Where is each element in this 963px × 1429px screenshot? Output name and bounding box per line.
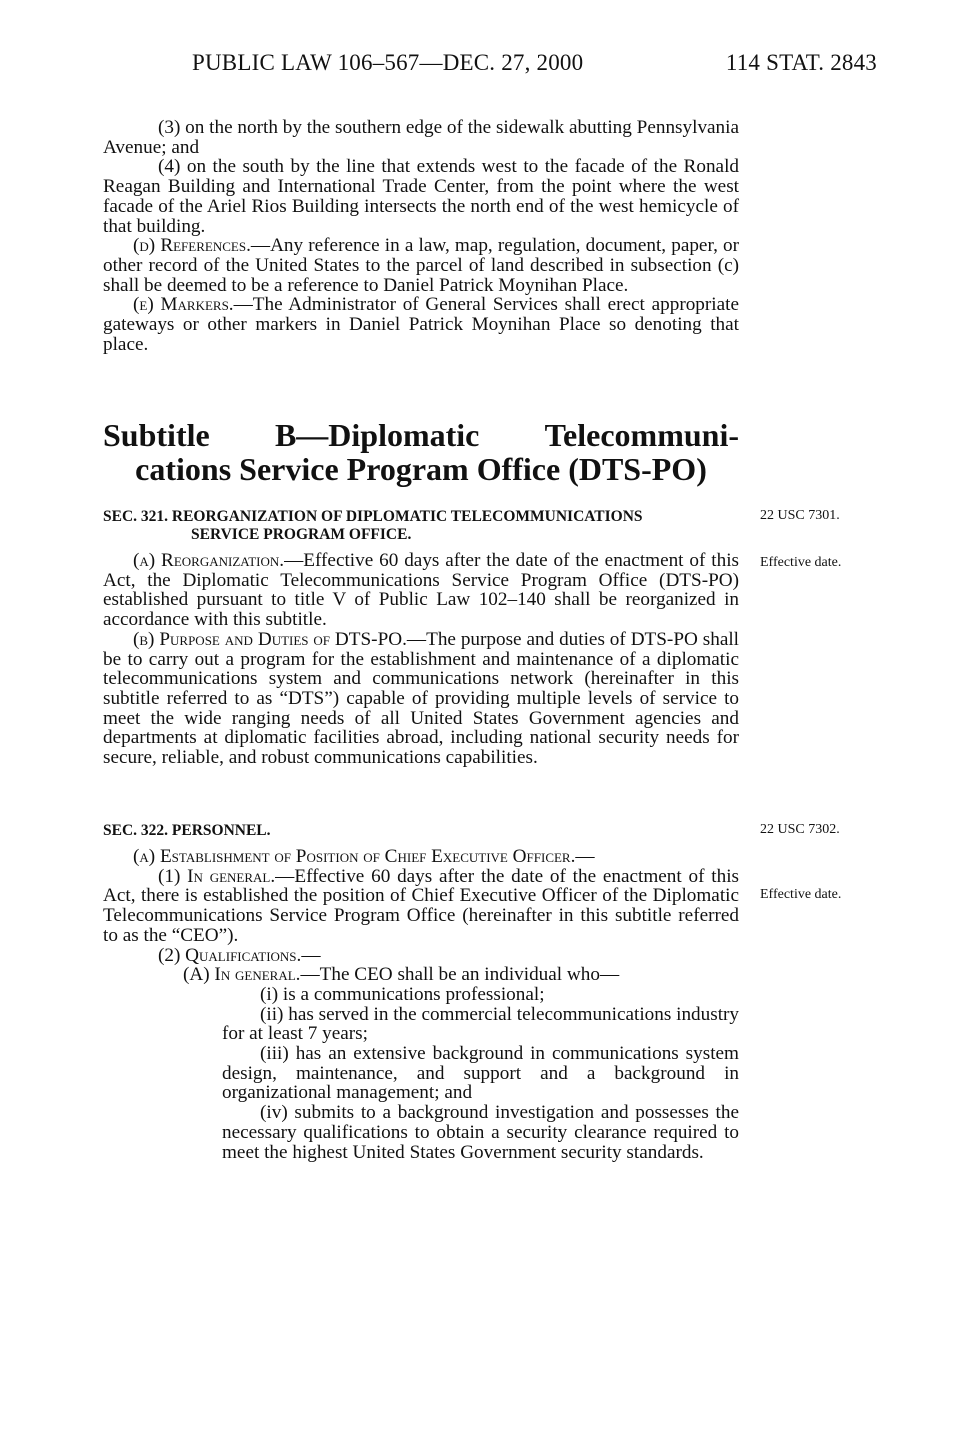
margin-note-effective-date-1: Effective date. — [760, 555, 842, 570]
subsection-d-label: (d) References. — [133, 235, 251, 257]
paragraph-3: (3) on the north by the southern edge of the sidewalk abutting Pennsylvania Avenue; and — [103, 117, 739, 158]
section-321-body — [103, 551, 739, 768]
subsection-e-text: —The Administrator of General Services shall erect appropriate gateways or other markers in Daniel Patrick Moynihan Place so denoting that place. — [103, 294, 739, 355]
section-322-body — [103, 847, 739, 1162]
section-322-subsection-a — [103, 847, 739, 867]
clause-iv: (iv) submits to a background investigation and possesses the necessary qualifications to obtain a security clearance required to meet the highest United States Government security standards. — [222, 1102, 739, 1163]
running-header — [0, 50, 963, 80]
section-321-subsection-b — [103, 630, 739, 768]
section-322-paragraph-2 — [103, 946, 739, 966]
margin-note-effective-date-2: Effective date. — [760, 887, 842, 902]
section-322-subparagraph-A — [103, 965, 739, 985]
header-stat-page: 114 STAT. 2843 — [725, 50, 877, 75]
section-322-heading-line-1: SEC. 322. PERSONNEL. — [103, 822, 271, 839]
section-321-a-text: —Effective 60 days after the date of the enactment of this Act, the Diplomatic Telecommunications Service Program Office (DTS-PO) established pursuant to title V of Public Law 102–140 shall be reorganized in accordance with this subtitle. — [103, 550, 739, 631]
section-321-heading — [103, 508, 739, 544]
subsection-d-text: —Any reference in a law, map, regulation, document, paper, or other record of the United States to the parcel of land described in subsection (c) shall be deemed to be a reference to Daniel Patrick Moynihan Place. — [103, 235, 739, 296]
subtitle-heading — [103, 418, 739, 486]
section-321-heading-line-2: SERVICE PROGRAM OFFICE. — [191, 526, 412, 543]
subsection-e — [103, 295, 739, 354]
section-321-a-label: (a) Reorganization. — [133, 550, 285, 571]
subtitle-word-3: Telecommuni- — [544, 417, 739, 453]
section-322-p1-text: —Effective 60 days after the date of the enactment of this Act, there is established the position of Chief Executive Officer of the Diplomatic Telecommunications Service Program Office (hereinafter in this subtitle referred to as the “CEO”). — [103, 865, 739, 946]
section-322-a-label: (a) Establishment of Position of Chief Executive Officer. — [133, 846, 576, 867]
margin-note-usc-7301: 22 USC 7301. — [760, 508, 840, 523]
section-322-A-label: (A) In general. — [183, 964, 301, 986]
clause-iii: (iii) has an extensive background in communications system design, maintenance, and support and a background in organizational management; and — [222, 1043, 739, 1104]
subtitle-word-1: Subtitle — [103, 417, 210, 453]
section-322-p2-label: (2) Qualifications. — [158, 944, 302, 966]
paragraph-4: (4) on the south by the line that extends west to the facade of the Ronald Reagan Building and International Trade Center, from the point where the west facade of the Ariel Rios Building intersects the north end of the west hemicycle of that building. — [103, 156, 739, 237]
subtitle-word-2: B—Diplomatic — [274, 417, 480, 453]
section-322-paragraph-1 — [103, 867, 739, 946]
section-322-a-dash: — — [575, 846, 595, 867]
clause-ii: (ii) has served in the commercial telecommunications industry for at least 7 years; — [222, 1003, 740, 1045]
subsection-e-label: (e) Markers. — [133, 294, 234, 316]
margin-note-usc-7302: 22 USC 7302. — [760, 822, 840, 837]
section-321-heading-line-1: SEC. 321. REORGANIZATION OF DIPLOMATIC TELECOMMUNICATIONS — [103, 508, 643, 525]
section-321-subsection-a — [103, 551, 739, 630]
clause-i: (i) is a communications professional; — [260, 983, 545, 1005]
subtitle-line-2: cations Service Program Office (DTS-PO) — [135, 451, 707, 487]
section-322-heading — [103, 822, 739, 840]
section-321-b-label: (b) Purpose and Duties of DTS-PO. — [133, 628, 407, 650]
continued-text — [103, 118, 739, 354]
section-321-b-text: —The purpose and duties of DTS-PO shall be to carry out a program for the establishment and maintenance of a diplomatic telecommunications system and communications network (hereinafter in this subtitle referred to as “DTS”) capable of providing multiple levels of service to meet the wide ranging needs of all United States Government agencies and departments at diplomatic facilities abroad, including national security needs for secure, reliable, and robust communications capabilities. — [103, 628, 739, 769]
section-322-p2-dash: — — [301, 944, 321, 966]
header-law-date: PUBLIC LAW 106–567—DEC. 27, 2000 — [192, 50, 584, 75]
section-322-p1-label: (1) In general. — [158, 865, 276, 887]
subsection-d — [103, 236, 739, 295]
section-322-A-text: —The CEO shall be an individual who— — [300, 964, 620, 986]
